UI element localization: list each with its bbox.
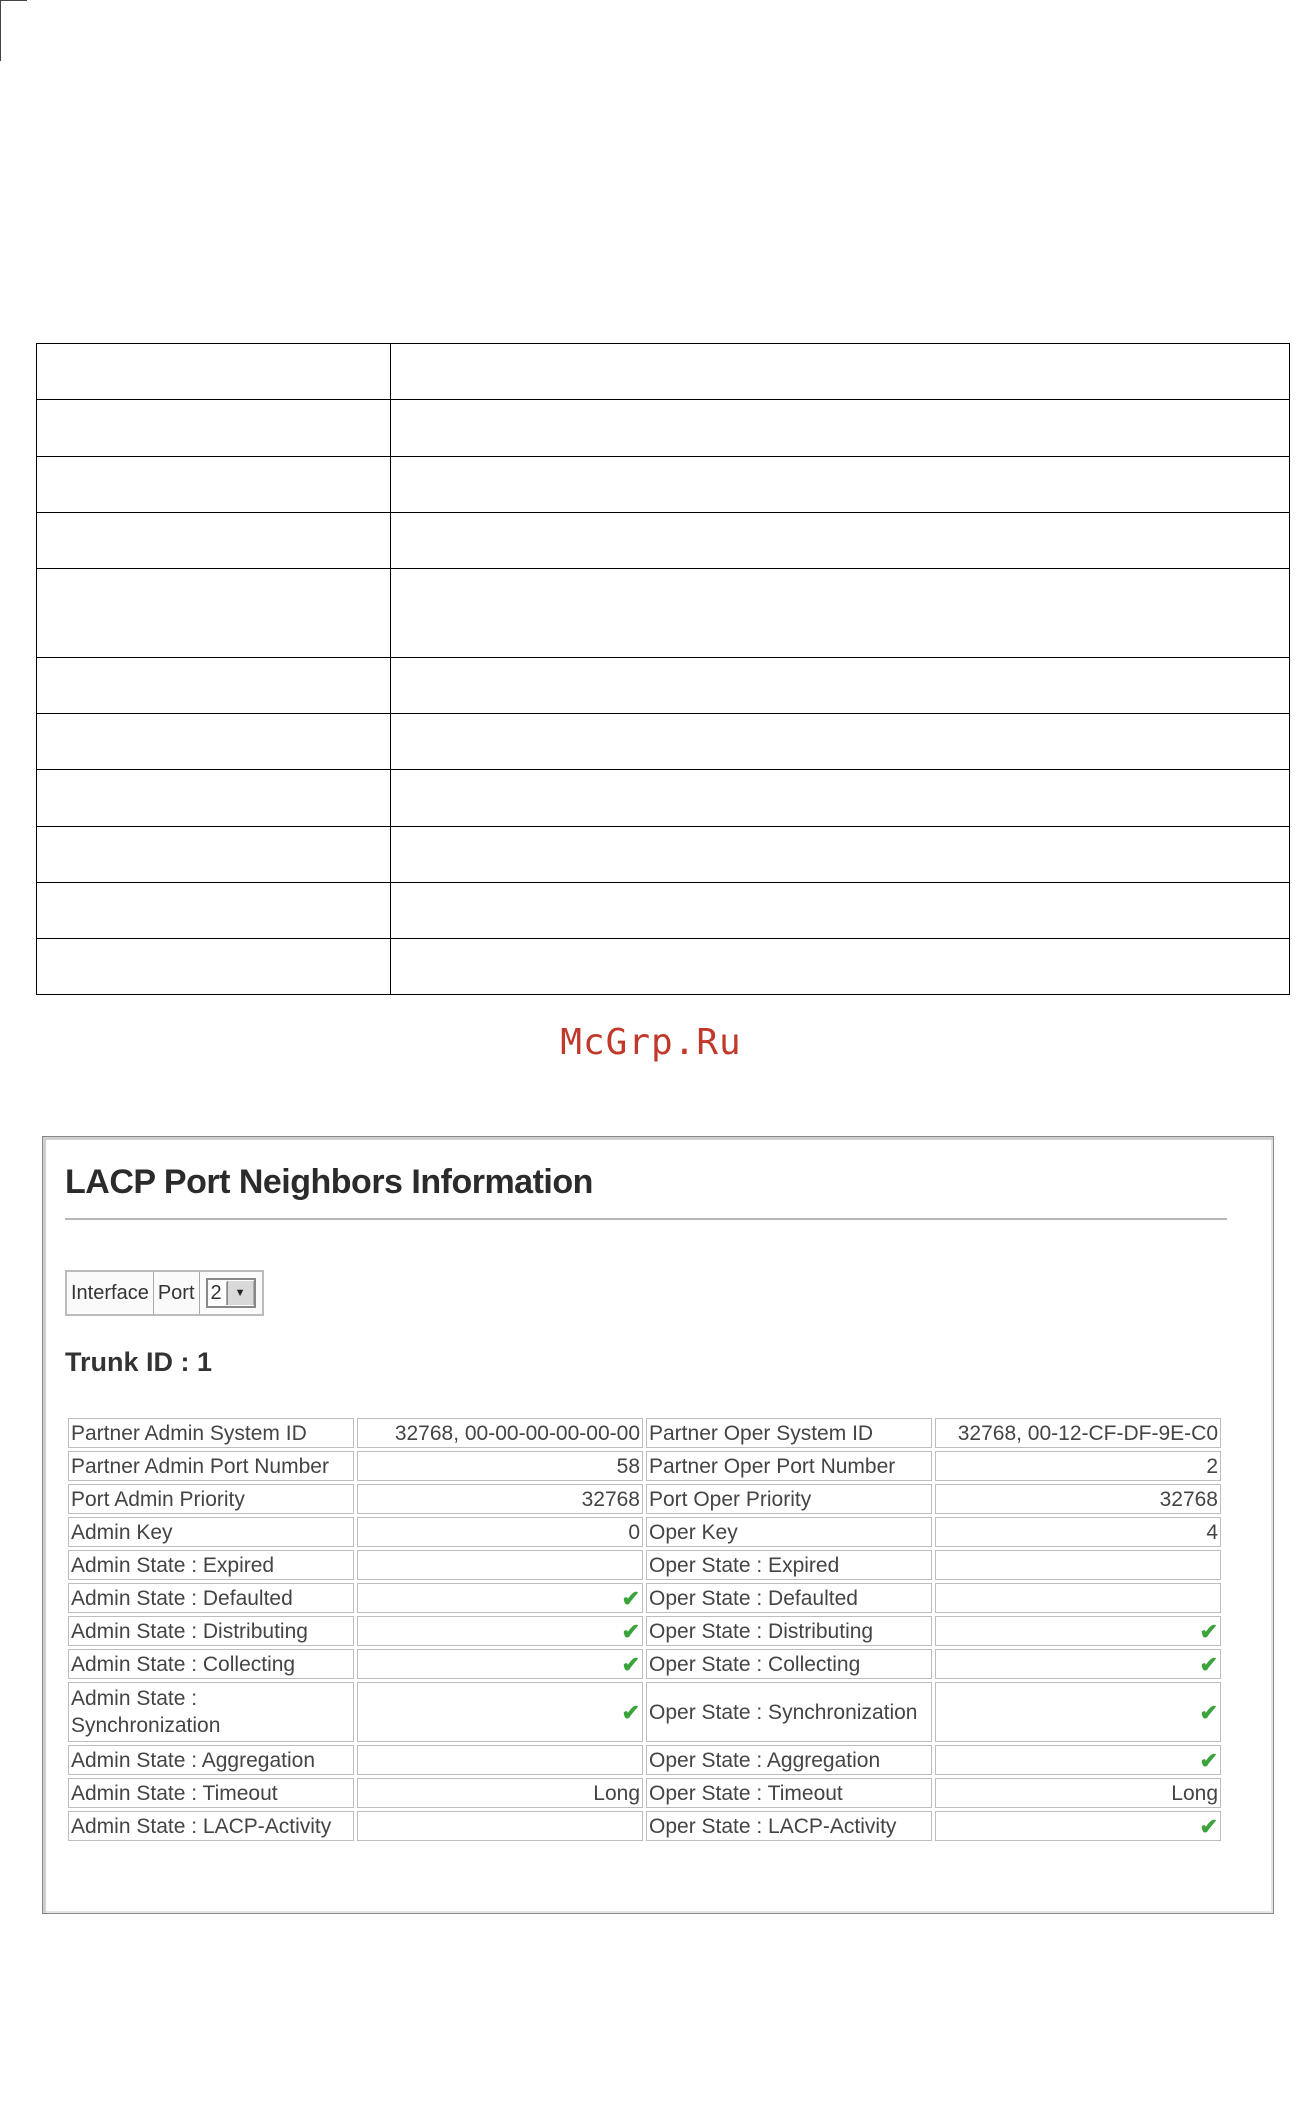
check-icon: ✔ [935, 1649, 1221, 1679]
row-value: 32768, 00-12-CF-DF-9E-C0 [935, 1418, 1221, 1448]
row-label: Admin State : Collecting [68, 1649, 354, 1679]
check-icon: ✔ [935, 1616, 1221, 1646]
row-value: 4 [935, 1517, 1221, 1547]
trunk-id: Trunk ID : 1 [65, 1347, 213, 1377]
row-label: Admin State : Aggregation [68, 1745, 354, 1775]
check-icon: ✔ [357, 1682, 643, 1742]
port-select[interactable] [206, 1278, 256, 1308]
row-value: 32768 [357, 1484, 643, 1514]
port-label: Port [154, 1272, 200, 1314]
row-label: Port Admin Priority [68, 1484, 354, 1514]
table-row [68, 1682, 1221, 1742]
grid-row [37, 569, 1290, 658]
row-value [357, 1811, 643, 1841]
row-label: Port Oper Priority [646, 1484, 932, 1514]
interface-selector [65, 1270, 264, 1316]
table-row [68, 1550, 1221, 1580]
row-label: Admin State : Synchronization [68, 1682, 354, 1742]
row-label: Oper State : Aggregation [646, 1745, 932, 1775]
title-divider [65, 1218, 1227, 1220]
neighbors-table [65, 1415, 1224, 1844]
row-label: Oper State : Expired [646, 1550, 932, 1580]
grid-row [37, 827, 1290, 883]
table-row [68, 1649, 1221, 1679]
check-icon: ✔ [357, 1583, 643, 1613]
row-label: Admin State : Expired [68, 1550, 354, 1580]
port-select-wrapper [200, 1272, 262, 1314]
table-row [68, 1451, 1221, 1481]
page-title: LACP Port Neighbors Information [65, 1163, 593, 1201]
table-row [68, 1778, 1221, 1808]
table-row [68, 1616, 1221, 1646]
table-row [68, 1484, 1221, 1514]
check-icon: ✔ [357, 1649, 643, 1679]
grid-row [37, 883, 1290, 939]
row-label: Oper State : Synchronization [646, 1682, 932, 1742]
watermark-text: McGrp.Ru [560, 1022, 742, 1063]
check-icon: ✔ [357, 1616, 643, 1646]
crop-mark [0, 0, 27, 61]
table-row [68, 1418, 1221, 1448]
check-icon: ✔ [935, 1682, 1221, 1742]
table-row [68, 1517, 1221, 1547]
row-value: Long [935, 1778, 1221, 1808]
row-label: Admin State : Timeout [68, 1778, 354, 1808]
grid-row [37, 513, 1290, 569]
row-label: Oper State : Collecting [646, 1649, 932, 1679]
table-row [68, 1811, 1221, 1841]
grid-row [37, 714, 1290, 770]
row-value [357, 1550, 643, 1580]
row-label: Admin State : Distributing [68, 1616, 354, 1646]
row-value: 2 [935, 1451, 1221, 1481]
table-row [68, 1745, 1221, 1775]
port-select-value: 2 [208, 1282, 227, 1305]
row-label: Admin State : Defaulted [68, 1583, 354, 1613]
row-label: Oper State : Defaulted [646, 1583, 932, 1613]
row-value: 32768, 00-00-00-00-00-00 [357, 1418, 643, 1448]
row-label: Partner Admin Port Number [68, 1451, 354, 1481]
check-icon: ✔ [935, 1745, 1221, 1775]
row-label: Partner Admin System ID [68, 1418, 354, 1448]
grid-row [37, 658, 1290, 714]
row-label: Partner Oper System ID [646, 1418, 932, 1448]
row-label: Oper Key [646, 1517, 932, 1547]
check-icon: ✔ [935, 1811, 1221, 1841]
row-label: Oper State : Timeout [646, 1778, 932, 1808]
interface-label: Interface [67, 1272, 154, 1314]
empty-grid-table [36, 343, 1290, 995]
row-value: Long [357, 1778, 643, 1808]
lacp-neighbors-panel [42, 1136, 1274, 1914]
row-label: Partner Oper Port Number [646, 1451, 932, 1481]
grid-row [37, 939, 1290, 995]
table-row [68, 1583, 1221, 1613]
row-label: Oper State : Distributing [646, 1616, 932, 1646]
row-value [935, 1550, 1221, 1580]
grid-row [37, 344, 1290, 400]
grid-row [37, 400, 1290, 457]
row-value: 32768 [935, 1484, 1221, 1514]
row-label: Oper State : LACP-Activity [646, 1811, 932, 1841]
row-value: 58 [357, 1451, 643, 1481]
grid-row [37, 770, 1290, 827]
chevron-down-icon[interactable]: ▼ [227, 1281, 254, 1305]
row-value [935, 1583, 1221, 1613]
row-label: Admin State : LACP-Activity [68, 1811, 354, 1841]
row-label: Admin Key [68, 1517, 354, 1547]
row-value [357, 1745, 643, 1775]
row-value: 0 [357, 1517, 643, 1547]
grid-row [37, 457, 1290, 513]
